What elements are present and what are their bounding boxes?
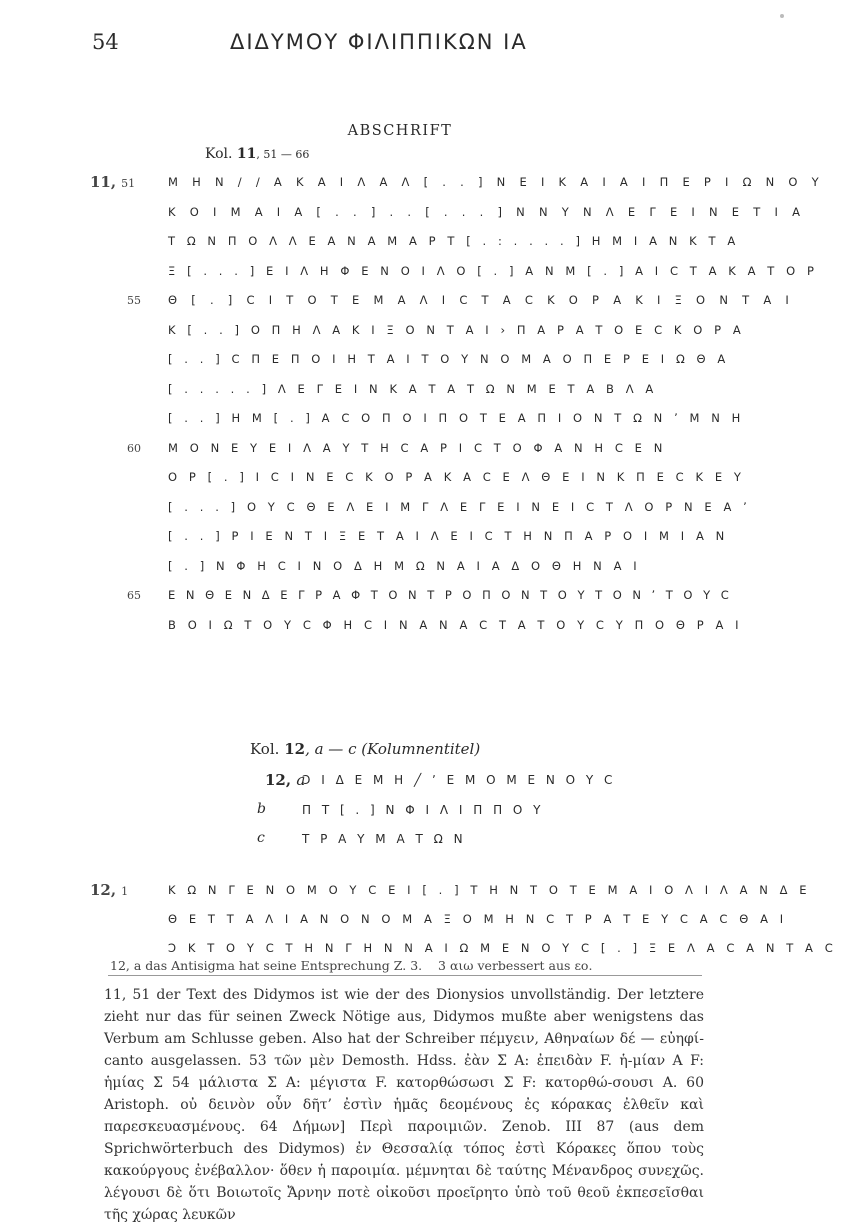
note-ref: 12, a xyxy=(110,958,142,973)
kol11-first-label xyxy=(90,173,135,191)
kol12-title-letter: b xyxy=(257,801,266,817)
line-number: 65 xyxy=(127,589,141,602)
kol12-range: , a — c xyxy=(305,740,357,758)
kol12-title-label xyxy=(257,801,266,817)
greek-line: ΚΩΝΓΕΝΟΜΟΥCΕΙ[.]ΤΗΝΤΟΤΕΜΑΙΟΛΙΛΑΝΔΕ xyxy=(168,883,819,897)
kol12-title-text: ƆΙΔΕΜΗ╱ʼΕΜΟΜΕΝΟΥC xyxy=(302,773,624,787)
greek-line: ΤΩΝΠΟΛΛΕΑΝΑΜΑΡΤ[.:....]ΗΜΙΑΝΚΤΑ xyxy=(168,234,747,248)
line-number: 60 xyxy=(127,441,141,455)
kol11-heading xyxy=(205,146,309,162)
greek-line: [...]ΟΥCΘΕΛΕΙΜΓΛΕΓΕΙΝΕΙCΤΛΟΡΝΕΑʼ xyxy=(168,499,759,514)
greek-line: ΜΗΝ//ΑΚΑΙΛΑΛ[..]ΝΕΙΚΑΙΑΙΠΕΡΙΩΝΟΥ xyxy=(168,175,833,189)
kol11-prefix: Kol. xyxy=(205,146,233,162)
line-number: 55 xyxy=(127,294,141,307)
kol12-title-text: ΠΤ[.]ΝΦΙΛΙΠΠΟΥ xyxy=(302,803,552,817)
kol12-note: (Kolumnentitel) xyxy=(361,740,481,758)
note-text-c: verbessert aus xyxy=(477,958,571,973)
kol11-range: , 51 — 66 xyxy=(256,148,310,161)
kol12-heading xyxy=(250,740,480,758)
commentary-text: 11, 51 der Text des Didymos ist wie der des Dionysios unvollständig. Der letztere zieht nur das für seinen Zweck Nötige aus, Didymos mußte aber wenigstens das Verbum am Schlusse geben. Also hat der Schreiber πέμyειν, Αθηναίων δέ — εὐηφί-canto ausgelassen. 53 τῶν μὲν Demosth. Hdss. ἐὰν Σ A: ἐπειδὰν F. ἡ-μίαν A F: ἡμίας Σ 54 μάλιστα Σ A: μέγιστα F. κατορθώσωσι Σ F: κατορθώ-σουσι A. 60 Aristoph. οὐ δεινὸν οὖν δῆτ’ ἐστὶν ἡμᾶς δεομένους ἐς κόρακας ἐλθεῖν καὶ παρεσκευασμένους. 64 Δήμων] Περὶ παροιμιῶν. Zenob. III 87 (aus dem Sprichwörterbuch des Didymos) ἐν Θεσσαλίᾳ τόπος ἐστὶ Κόρακες ὅπου τοὺς κακούργους ἐνέβαλλον· ὅθεν ἡ παροιμία. μέμνηται δὲ ταύτης Μένανδρος συνεχῶς. λέγουσι δὲ ὅτι Βοιωτοῖς Ἄρνην ποτὲ οἰκοῦσι προεῖρητο ὑπὸ τοῦ θεοῦ ἐκπεσεῖσθαι τῆς χώρας λευκῶν xyxy=(104,987,704,1223)
kol12-title-text: ΤΡΑΥΜΑΤΩΝ xyxy=(302,832,474,846)
greek-line: [..]ΡΙΕΝΤΙΞΕΤΑΙΛΕΙCΤΗΝΠΑΡΟΙΜΙΑΝ xyxy=(168,529,737,543)
kol11-number: 11 xyxy=(236,146,257,162)
greek-line: ΜΟΝΕΥΕΙΛΑΥΤΗCΑΡΙCΤΟΦΑΝΗCΕΝ xyxy=(168,440,675,455)
greek-line: [.]ΝΦΗCΙΝΟΔΗΜΩΝΑΙΑΔΟΘΗΝΑΙ xyxy=(168,558,649,573)
kol12-first-label xyxy=(90,881,128,899)
greek-line: [..]ΗΜ[.]ΑCΟΠΟΙΠΟΤΕΑΠΙΟΝΤΩΝʼΜΝΗ xyxy=(168,411,753,425)
kol12-body-column-number: 12, xyxy=(90,881,117,899)
note-greek2: εο. xyxy=(574,958,593,973)
running-title: ΔΙΔΥΜΟΥ ΦΙΛΙΠΠΙΚΩΝ ΙΑ xyxy=(230,30,528,54)
apparatus-note xyxy=(110,958,592,973)
greek-line: ΚΟΙΜΑΙΑ[..]..[...]ΝΝΥΝΛΕΓΕΙΝΕΤΙΑ xyxy=(168,204,815,219)
greek-line: ΟΡ[.]ΙCΙΝΕCΚΟΡΑΚΑCΕΛΘΕΙΝΚΠΕCΚΕΥ xyxy=(168,470,753,484)
kol12-title-letter: a xyxy=(296,771,306,789)
line-number: 1 xyxy=(121,885,129,898)
note-text-a: das Antisigma hat seine Entsprechung Z. 3. xyxy=(145,958,423,973)
greek-line: ΕΝΘΕΝΔΕΓΡΑΦΤΟΝΤΡΟΠΟΝΤΟΥΤΟΝʼΤΟΥC xyxy=(168,588,740,602)
greek-line: [.....]ΛΕΓΕΙΝΚΑΤΑΤΩΝΜΕΤΑΒΛΑ xyxy=(168,381,666,396)
greek-line: Ξ[...]ΕΙΛΗΦΕΝΟΙΛΟ[.]ΑΝΜ[.]ΑΙCΤΑΚΑΤΟΡ xyxy=(168,263,826,278)
note-line-ref: 3 xyxy=(438,958,446,973)
page-number: 54 xyxy=(92,30,119,54)
scan-speck xyxy=(780,14,784,18)
greek-line: Κ[..]ΟΠΗΛΑΚΙΞΟΝΤΑΙ›ΠΑΡΑΤΟΕCΚΟΡΑ xyxy=(168,322,753,337)
line-number: 51 xyxy=(121,177,136,190)
kol12-prefix: Kol. xyxy=(250,740,280,758)
greek-line: ƆΚΤΟΥCΤΗΝΓΗΝΝΑΙΩΜΕΝΟΥC[.]ΞΕΛΑCΑΝΤΑC xyxy=(168,941,845,955)
divider-rule xyxy=(108,975,702,976)
kol12-title-label xyxy=(265,771,305,789)
page-header xyxy=(0,26,800,56)
note-greek: αιω xyxy=(449,958,474,973)
kol12-title-letter: c xyxy=(257,830,265,846)
greek-line: Θ[.]CΙΤΟΤΕΜΑΛΙCΤΑCΚΟΡΑΚΙΞΟΝΤΑΙ xyxy=(168,293,803,307)
greek-line: [..]CΠΕΠΟΙΗΤΑΙΤΟΥΝΟΜΑΟΠΕΡΕΙΩΘΑ xyxy=(168,352,738,366)
kol11-column-number: 11, xyxy=(90,173,117,191)
section-title: ABSCHRIFT xyxy=(347,123,453,139)
kol12-column-number: 12, xyxy=(265,771,297,789)
kol12-number: 12 xyxy=(284,740,306,758)
kol12-title-label xyxy=(257,830,265,846)
greek-line: ΘΕΤΤΑΛΙΑΝΟΝΟΜΑΞΟΜΗΝCΤΡΑΤΕΥCΑCΘΑΙ xyxy=(168,912,795,926)
greek-line: ΒΟΙΩΤΟΥCΦΗCΙΝΑΝΑCΤΑΤΟΥCΥΠΟΘΡΑΙ xyxy=(168,617,751,632)
